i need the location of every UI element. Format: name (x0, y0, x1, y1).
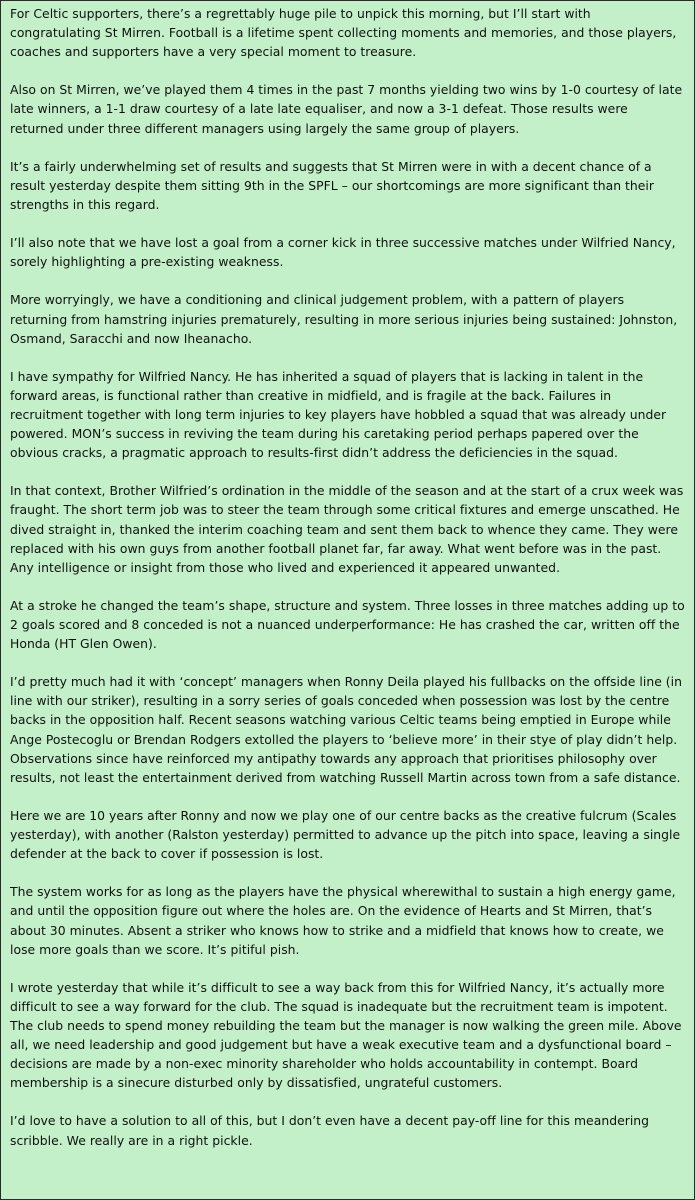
paragraph-concept-managers: I’d pretty much had it with ‘concept’ managers when Ronny Deila played his fullbacks on the offside line (in line with our striker), resulting in a sorry series of goals conceded when possession was lost by the centre backs in the opposition half. Recent seasons watching various Celtic teams being emptied in Europe while Ange Postecoglu or Brendan Rodgers extolled the players to ‘believe more’ in their stye of play didn’t help. Observations since have reinforced my antipathy towards any approach that prioritises philosophy over results, not least the entertainment derived from watching Russell Martin across town from a safe distance. (10, 674, 682, 785)
paragraph-underwhelming: It’s a fairly underwhelming set of results and suggests that St Mirren were in with a decent chance of a result yesterday despite them sitting 9th in the SPFL – our shortcomings are more significant than their strengths in this regard. (10, 158, 655, 212)
paragraph-centre-backs: Here we are 10 years after Ronny and now we play one of our centre backs as the creative fulcrum (Scales yesterday), with another (Ralston yesterday) permitted to advance up the pitch into space, leaving a single defender at the back to cover if possession is lost. (10, 807, 681, 862)
paragraph-injuries: More worryingly, we have a conditioning and clinical judgement problem, with a pattern of players returning from hamstring injuries prematurely, resulting in more serious injuries being sustained: Johnston, Osmand, Saracchi and now Iheanacho. (10, 292, 678, 346)
paragraph-st-mirren-results: Also on St Mirren, we’ve played them 4 times in the past 7 months yielding two wins by 1-0 courtesy of late late winners, a 1-1 draw courtesy of a late late equaliser, and now a 3-1 defeat. Those results were returned under three different managers using largely the same group of players. (10, 82, 683, 136)
paragraph-corner-kicks: I’ll also note that we have lost a goal from a corner kick in three successive matches under Wilfried Nancy, sorely highlighting a pre-existing weakness. (10, 235, 676, 270)
paragraph-congratulations: For Celtic supporters, there’s a regrettably huge pile to unpick this morning, but I’ll start with congratulating St Mirren. Football is a lifetime spent collecting moments and memories, and those players, coaches and supporters have a very special moment to treasure. (10, 6, 677, 60)
paragraph-way-forward: I wrote yesterday that while it’s difficult to see a way back from this for Wilfried Nancy, it’s actually more difficult to see a way forward for the club. The squad is inadequate but the recruitment team is impotent. The club needs to spend money rebuilding the team but the manager is now walking the green mile. Above all, we need leadership and good judgement but have a weak executive team and a dysfunctional board – decisions are made by a non-exec minority shareholder who holds accountability in contempt. Board membership is a sinecure disturbed only by dissatisfied, ungrateful customers. (10, 979, 682, 1091)
paragraph-sympathy: I have sympathy for Wilfried Nancy. He has inherited a squad of players that is lacking in talent in the forward areas, is functional rather than creative in midfield, and is fragile at the back. Failures in recruitment together with long term injuries to key players have hobbled a squad that was already under powered. MON’s success in reviving the team during his caretaking period perhaps papered over the obvious cracks, a pragmatic approach to results-first didn’t address the deficiencies in the squad. (10, 368, 667, 461)
paragraph-conclusion: I’d love to have a solution to all of this, but I don’t even have a decent pay-off line for this meandering scribble. We really are in a right pickle. (10, 1113, 650, 1148)
paragraph-system-works: The system works for as long as the players have the physical wherewithal to sustain a high energy game, and until the opposition figure out where the holes are. On the evidence of Hearts and St Mirren, that’s about 30 minutes. Absent a striker who knows how to strike and a midfield that knows how to create, we lose more goals than we score. It’s pitiful pish. (10, 884, 676, 957)
paragraph-system-change: At a stroke he changed the team’s shape, structure and system. Three losses in three matches adding up to 2 goals scored and 8 conceded is not a nuanced underperformance: He has crashed the car, written off the Honda (HT Glen Owen). (10, 597, 685, 652)
paragraph-context: In that context, Brother Wilfried’s ordination in the middle of the season and at the start of a crux week was fraught. The short term job was to steer the team through some critical fixtures and emerge unscathed. He dived straight in, thanked the interim coaching team and sent them back to whence they came. They were replaced with his own guys from another football planet far, far away. What went before was in the past. Any intelligence or insight from those who lived and experienced it appeared unwanted. (10, 483, 684, 575)
